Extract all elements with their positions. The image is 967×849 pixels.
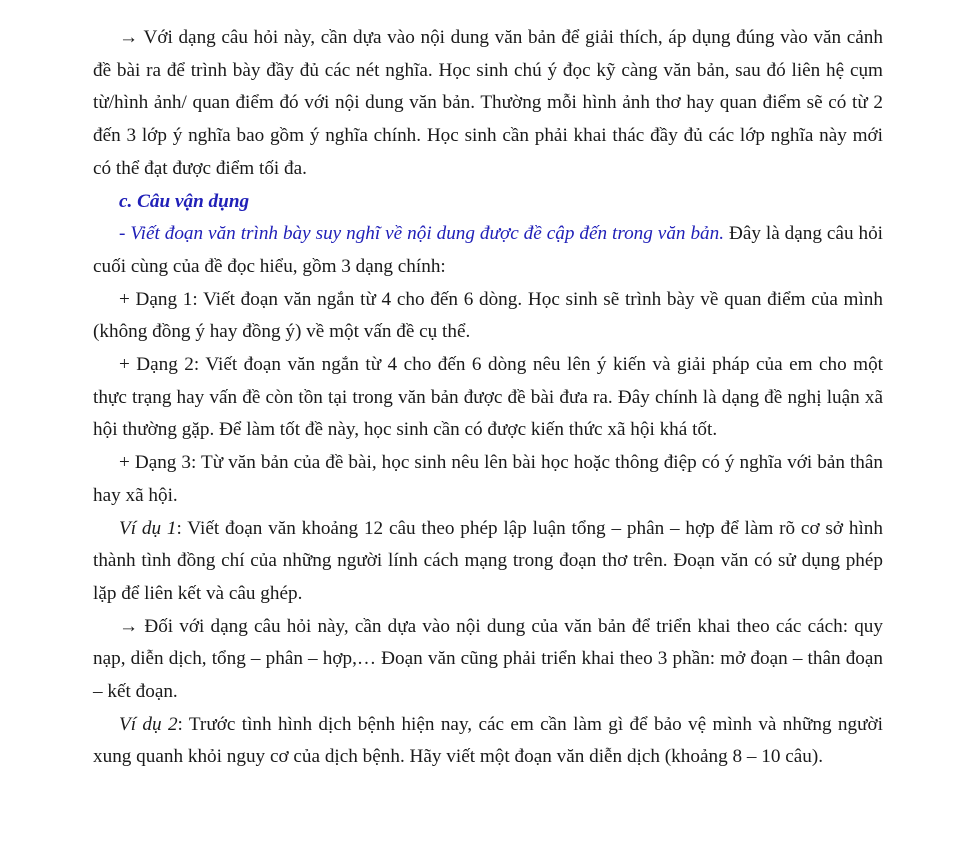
section-heading: c. Câu vận dụng [119,190,250,212]
paragraph-example-1 [93,513,883,611]
example-1-text: : Viết đoạn văn khoảng 12 câu theo phép lập luận tổng – phân – hợp để làm rõ cơ sở hình thành tình đồng chí của những người lính cách mạng trong đoạn thơ trên. Đoạn văn có sử dụng phép lặp để liên kết và câu ghép. [93,517,883,604]
example-2-text: : Trước tình hình dịch bệnh hiện nay, các em cần làm gì để bảo vệ mình và những người xung quanh khỏi nguy cơ của dịch bệnh. Hãy viết một đoạn văn diễn dịch (khoảng 8 – 10 câu). [93,713,883,768]
example-2-label: Ví dụ 2 [119,713,178,735]
paragraph-explanation: → Với dạng câu hỏi này, cần dựa vào nội dung văn bản để giải thích, áp dụng đúng vào văn cảnh đề bài ra để trình bày đầy đủ các nét nghĩa. Học sinh chú ý đọc kỹ càng văn bản, sau đó liên hệ cụm từ/hình ảnh/ quan điểm đó với nội dung văn bản. Thường mỗi hình ảnh thơ hay quan điểm sẽ có từ 2 đến 3 lớp ý nghĩa bao gồm ý nghĩa chính. Học sinh cần phải khai thác đầy đủ các lớp nghĩa này mới có thể đạt được điểm tối đa. [93,27,883,179]
document-page [93,22,883,774]
intro-lead-text: - Viết đoạn văn trình bày suy nghĩ về nội dung được đề cập đến trong văn bản. [119,223,725,245]
example-1-label: Ví dụ 1 [119,517,177,539]
intro-rest-text: Đây là dạng câu hỏi cuối cùng của đề đọc hiểu, gồm 3 dạng chính: [93,223,884,277]
paragraph-intro [93,218,883,283]
paragraph-example-2 [93,709,883,774]
paragraph-guidance: → Đối với dạng câu hỏi này, cần dựa vào nội dung của văn bản để triển khai theo các cách: quy nạp, diễn dịch, tổng – phân – hợp,… Đoạn văn cũng phải triển khai theo 3 phần: mở đoạn – thân đoạn – kết đoạn. [93,615,883,703]
paragraph-type-3: + Dạng 3: Từ văn bản của đề bài, học sinh nêu lên bài học hoặc thông điệp có ý nghĩa với bản thân hay xã hội. [93,452,883,506]
paragraph-type-1: + Dạng 1: Viết đoạn văn ngắn từ 4 cho đến 6 dòng. Học sinh sẽ trình bày về quan điểm của mình (không đồng ý hay đồng ý) về một vấn đề cụ thể. [93,288,883,343]
paragraph-type-2: + Dạng 2: Viết đoạn văn ngắn từ 4 cho đến 6 dòng nêu lên ý kiến và giải pháp của em cho một thực trạng hay vấn đề còn tồn tại trong văn bản được đề bài đưa ra. Đây chính là dạng đề nghị luận xã hội thường gặp. Để làm tốt đề này, học sinh cần có được kiến thức xã hội khá tốt. [93,354,883,441]
